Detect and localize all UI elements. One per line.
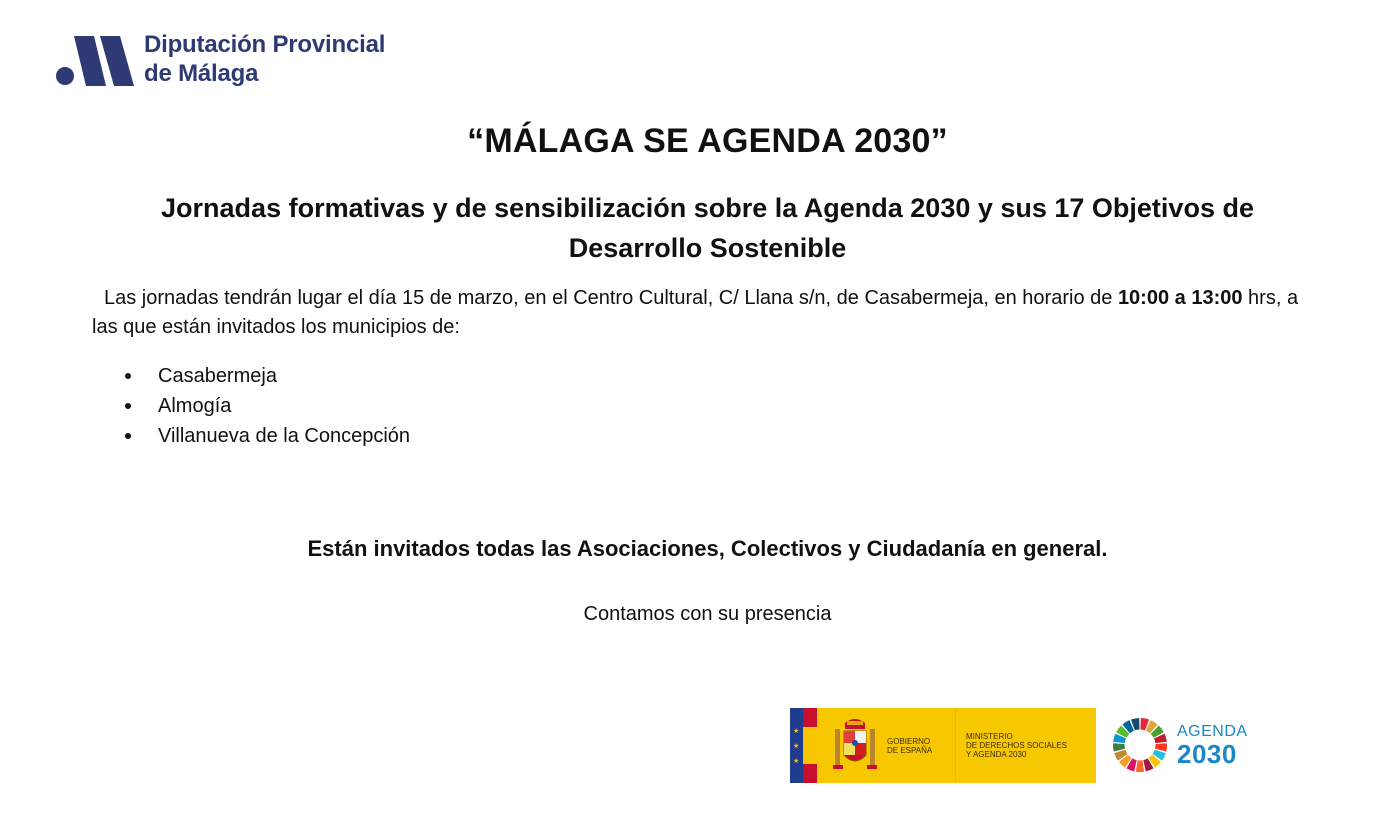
municipio-label: Almogía [158, 395, 232, 417]
agenda-word: AGENDA [1177, 722, 1248, 740]
closing-text: Contamos con su presencia [583, 603, 832, 625]
list-item [123, 421, 410, 451]
agenda-year: 2030 [1177, 738, 1237, 769]
ministry-line-3: Y AGENDA 2030 [966, 750, 1027, 759]
sdg-segment [1136, 760, 1144, 772]
intro-time: 10:00 a 13:00 [1117, 287, 1243, 309]
diputacion-logo [56, 32, 385, 88]
intro-text-1: Las jornadas tendrán lugar el día 15 de marzo, en el Centro Cultural, C/ Llana s/n, de Casabermeja, en horario de [104, 287, 1118, 309]
intro-paragraph [92, 284, 1322, 342]
diputacion-logo-icon [56, 34, 140, 86]
gobierno-espana-logo [790, 708, 1096, 783]
municipios-list [123, 361, 410, 451]
municipio-label: Casabermeja [158, 365, 277, 387]
flag-icon: ★ ★ ★ [790, 708, 817, 783]
agenda-2030-text [1177, 724, 1248, 767]
logo-line-1: Diputación Provincial [144, 31, 386, 58]
diputacion-logo-text [144, 30, 385, 88]
gov-line-1: GOBIERNO [887, 736, 931, 746]
list-item [123, 391, 410, 421]
intro-text-2: hrs, a las que están invitados los municipios de: [92, 287, 1299, 338]
coat-of-arms-icon [829, 717, 881, 775]
ministry-line-2: DE DERECHOS SOCIALES [966, 741, 1067, 750]
ministry-line-1: MINISTERIO [966, 732, 1013, 741]
subtitle-line-1: Jornadas formativas y de sensibilización sobre la Agenda 2030 y sus 17 Objetivos de [161, 193, 1254, 223]
invite-text: Están invitados todas las Asociaciones, Colectivos y Ciudadanía en general. [307, 536, 1108, 561]
sdg-wheel-icon [1111, 716, 1169, 774]
page-subtitle [100, 188, 1315, 268]
ministerio-text [966, 732, 1067, 759]
gov-line-2: DE ESPAÑA [887, 745, 933, 755]
list-item [123, 361, 410, 391]
bullet-icon [125, 373, 131, 379]
bullet-icon [125, 403, 131, 409]
bullet-icon [125, 433, 131, 439]
agenda-2030-logo [1111, 716, 1248, 774]
logo-line-2: de Málaga [144, 60, 259, 87]
page-title: “MÁLAGA SE AGENDA 2030” [467, 122, 948, 160]
municipio-label: Villanueva de la Concepción [158, 425, 411, 447]
gobierno-text [887, 737, 951, 755]
subtitle-line-2: Desarrollo Sostenible [568, 233, 847, 263]
divider [955, 708, 956, 783]
